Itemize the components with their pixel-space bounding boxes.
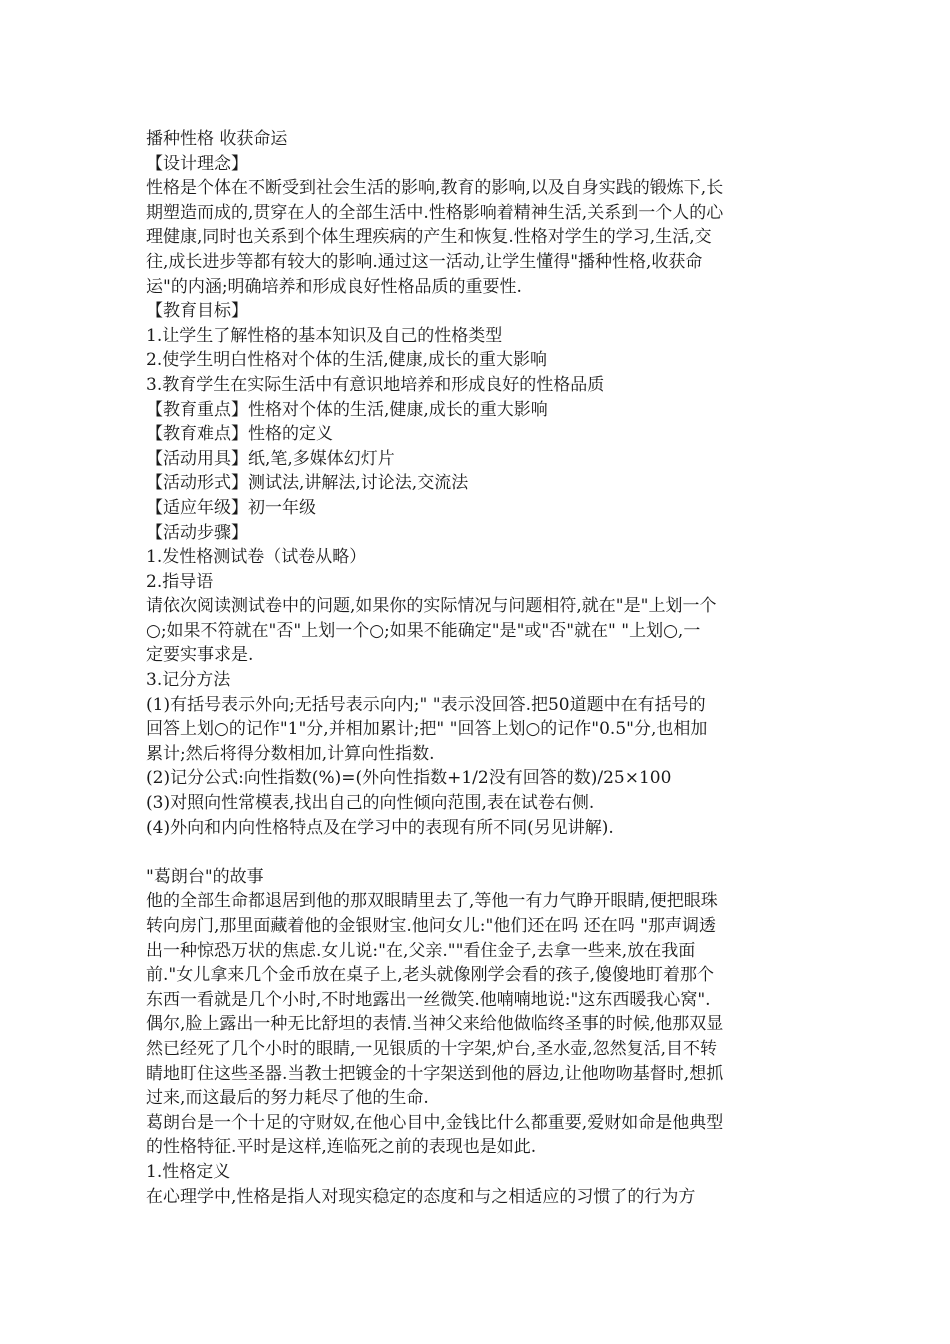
text-line: 1.让学生了解性格的基本知识及自己的性格类型: [146, 325, 503, 346]
text-line: 【设计理念】: [146, 153, 248, 174]
text-line: 3.教育学生在实际生活中有意识地培养和形成良好的性格品质: [146, 374, 605, 395]
text-line: 转向房门,那里面藏着他的金银财宝.他问女儿:"他们还在吗 还在吗 "那声调透: [146, 916, 716, 936]
text-line: 葛朗台是一个十足的守财奴,在他心目中,金钱比什么都重要,爱财如命是他典型: [146, 1112, 724, 1133]
text-line: 东西一看就是几个小时,不时地露出一丝微笑.他喃喃地说:"这东西暖我心窝".: [146, 989, 711, 1010]
text-line: 【活动形式】测试法,讲解法,讨论法,交流法: [146, 473, 469, 494]
text-line: 他的全部生命都退居到他的那双眼睛里去了,等他一有力气睁开眼睛,便把眼珠: [146, 891, 718, 912]
text-line: 过来,而这最后的努力耗尽了他的生命.: [146, 1088, 429, 1109]
text-line: 运"的内涵;明确培养和形成良好性格品质的重要性.: [146, 276, 522, 297]
text-line: 的性格特征.平时是这样,连临死之前的表现也是如此.: [146, 1137, 537, 1158]
text-line: 1.发性格测试卷（试卷从略）: [146, 547, 367, 568]
text-line: 3.记分方法: [146, 670, 231, 691]
document-title: 播种性格 收获命运: [146, 129, 288, 149]
text-line: 在心理学中,性格是指人对现实稳定的态度和与之相适应的习惯了的行为方: [146, 1186, 696, 1207]
text-line: 累计;然后将得分数相加,计算向性指数.: [146, 743, 435, 764]
text-line: 2.指导语: [146, 571, 214, 592]
text-line: (1)有括号表示外向;无括号表示向内;" "表示没回答.把50道题中在有括号的: [146, 694, 706, 715]
text-line: ○;如果不符就在"否"上划一个○;如果不能确定"是"或"否"就在" "上划○,一: [146, 620, 701, 641]
text-line: 性格是个体在不断受到社会生活的影响,教育的影响,以及自身实践的锻炼下,长: [146, 178, 724, 199]
text-line: 【适应年级】初一年级: [146, 497, 316, 518]
blank-line: [146, 840, 810, 865]
text-line: 1.性格定义: [146, 1161, 231, 1182]
text-line: 【教育目标】: [146, 301, 248, 322]
text-line: (4)外向和内向性格特点及在学习中的表现有所不同(另见讲解).: [146, 817, 614, 838]
text-line: 【教育难点】性格的定义: [146, 424, 333, 445]
text-line: 【活动用具】纸,笔,多媒体幻灯片: [146, 448, 395, 469]
text-line: (2)记分公式:向性指数(%)=(外向性指数+1/2没有回答的数)/25×100: [146, 768, 672, 789]
text-line: 往,成长进步等都有较大的影响.通过这一活动,让学生懂得"播种性格,收获命: [146, 251, 703, 272]
text-line: 请依次阅读测试卷中的问题,如果你的实际情况与问题相符,就在"是"上划一个: [146, 596, 717, 617]
text-line: 前."女儿拿来几个金币放在桌子上,老头就像刚学会看的孩子,傻傻地盯着那个: [146, 965, 715, 986]
document-body: [146, 127, 810, 1209]
text-line: 回答上划○的记作"1"分,并相加累计;把" "回答上划○的记作"0.5"分,也相加: [146, 719, 708, 740]
text-line: 睛地盯住这些圣器.当教士把镀金的十字架送到他的唇边,让他吻吻基督时,想抓: [146, 1063, 724, 1084]
text-line: 出一种惊恐万状的焦虑.女儿说:"在,父亲.""看住金子,去拿一些来,放在我面: [146, 940, 696, 961]
text-line: 【教育重点】性格对个体的生活,健康,成长的重大影响: [146, 399, 548, 420]
text-line: 偶尔,脸上露出一种无比舒坦的表情.当神父来给他做临终圣事的时候,他那双显: [146, 1014, 724, 1035]
text-line: 【活动步骤】: [146, 522, 248, 543]
text-line: 2.使学生明白性格对个体的生活,健康,成长的重大影响: [146, 350, 548, 371]
text-line: 期塑造而成的,贯穿在人的全部生活中.性格影响着精神生活,关系到一个人的心: [146, 202, 724, 223]
text-line: 定要实事求是.: [146, 645, 254, 666]
text-line: (3)对照向性常模表,找出自己的向性倾向范围,表在试卷右侧.: [146, 793, 595, 814]
section-heading: "葛朗台"的故事: [146, 866, 264, 887]
text-line: 理健康,同时也关系到个体生理疾病的产生和恢复.性格对学生的学习,生活,交: [146, 227, 712, 248]
text-line: 然已经死了几个小时的眼睛,一见银质的十字架,炉台,圣水壶,忽然复活,目不转: [146, 1038, 718, 1059]
